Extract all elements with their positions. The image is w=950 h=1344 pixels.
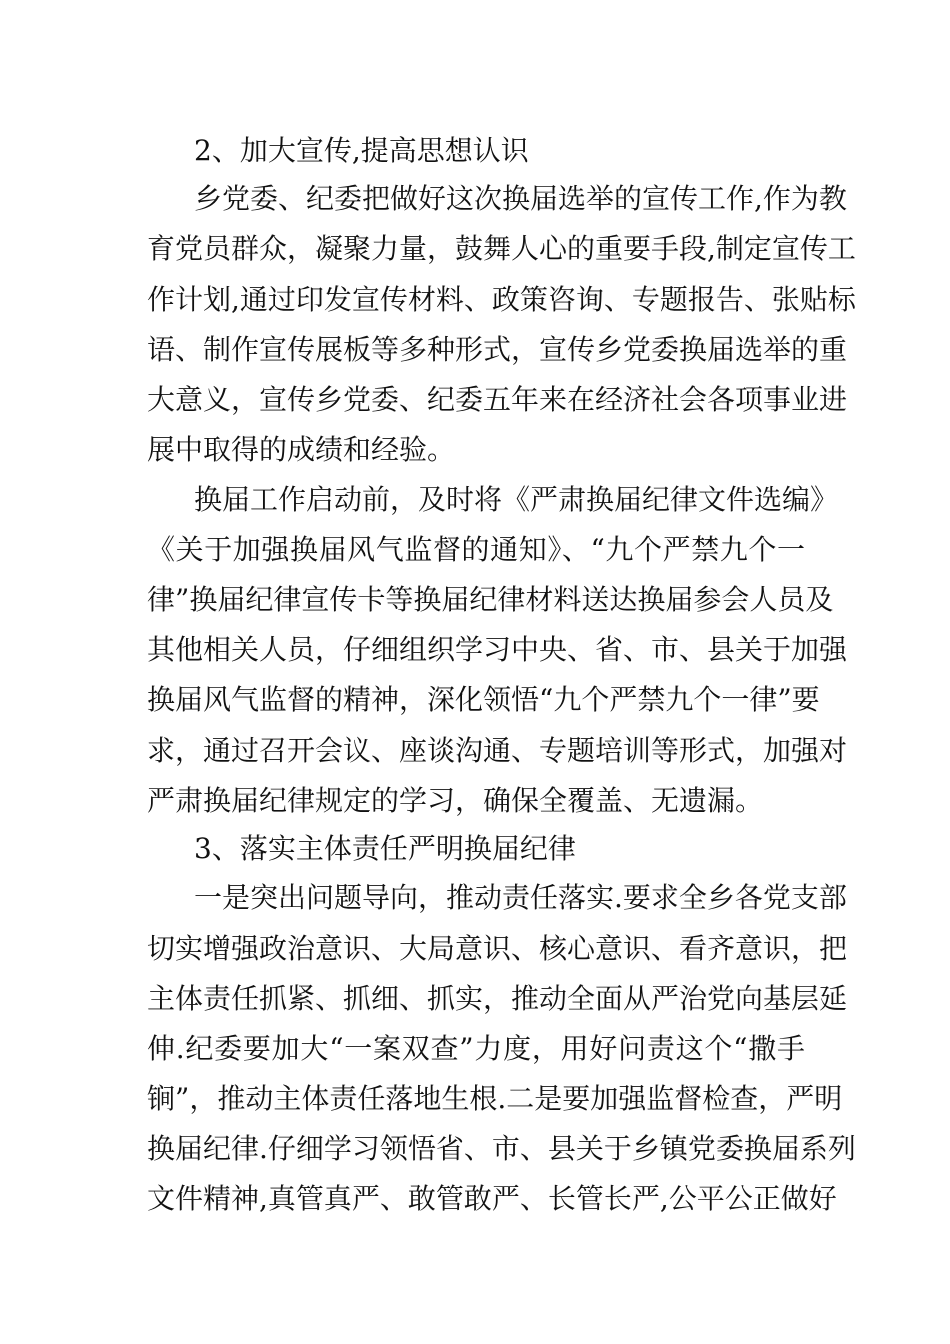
paragraph-line: 育党员群众，凝聚力量，鼓舞人心的重要手段,制定宣传工 [147, 232, 856, 265]
paragraph-line: 其他相关人员，仔细组织学习中央、省、市、县关于加强 [147, 633, 848, 666]
paragraph-line: 乡党委、纪委把做好这次换届选举的宣传工作,作为教 [194, 182, 847, 215]
paragraph-line: 《关于加强换届风气监督的通知》、“九个严禁九个一 [147, 533, 805, 566]
paragraph-line: 文件精神,真管真严、敢管敢严、长管长严,公平公正做好 [147, 1182, 837, 1215]
section-heading-2: 2、加大宣传,提高思想认识 [194, 134, 529, 167]
paragraph-line: 严肃换届纪律规定的学习，确保全覆盖、无遗漏。 [147, 784, 764, 817]
paragraph-line: 换届风气监督的精神，深化领悟“九个严禁九个一律”要 [147, 683, 820, 716]
paragraph-line: 展中取得的成绩和经验。 [147, 433, 456, 466]
section-heading-3: 3、落实主体责任严明换届纪律 [194, 832, 576, 865]
paragraph-line: 伸.纪委要加大“一案双查”力度，用好问责这个“撒手 [147, 1032, 805, 1065]
paragraph-line: 锏”，推动主体责任落地生根.二是要加强监督检查，严明 [147, 1082, 843, 1115]
paragraph-line: 作计划,通过印发宣传材料、政策咨询、专题报告、张贴标 [147, 283, 856, 316]
paragraph-line: 换届纪律.仔细学习领悟省、市、县关于乡镇党委换届系列 [147, 1132, 856, 1165]
paragraph-line: 律”换届纪律宣传卡等换届纪律材料送达换届参会人员及 [147, 583, 834, 616]
paragraph-line: 换届工作启动前，及时将《严肃换届纪律文件选编》 [194, 483, 839, 516]
paragraph-line: 一是突出问题导向，推动责任落实.要求全乡各党支部 [194, 881, 847, 914]
paragraph-line: 求，通过召开会议、座谈沟通、专题培训等形式，加强对 [147, 734, 848, 767]
paragraph-line: 切实增强政治意识、大局意识、核心意识、看齐意识，把 [147, 932, 848, 965]
paragraph-line: 语、制作宣传展板等多种形式，宣传乡党委换届选举的重 [147, 333, 848, 366]
paragraph-line: 主体责任抓紧、抓细、抓实，推动全面从严治党向基层延 [147, 982, 848, 1015]
paragraph-line: 大意义，宣传乡党委、纪委五年来在经济社会各项事业进 [147, 383, 848, 416]
